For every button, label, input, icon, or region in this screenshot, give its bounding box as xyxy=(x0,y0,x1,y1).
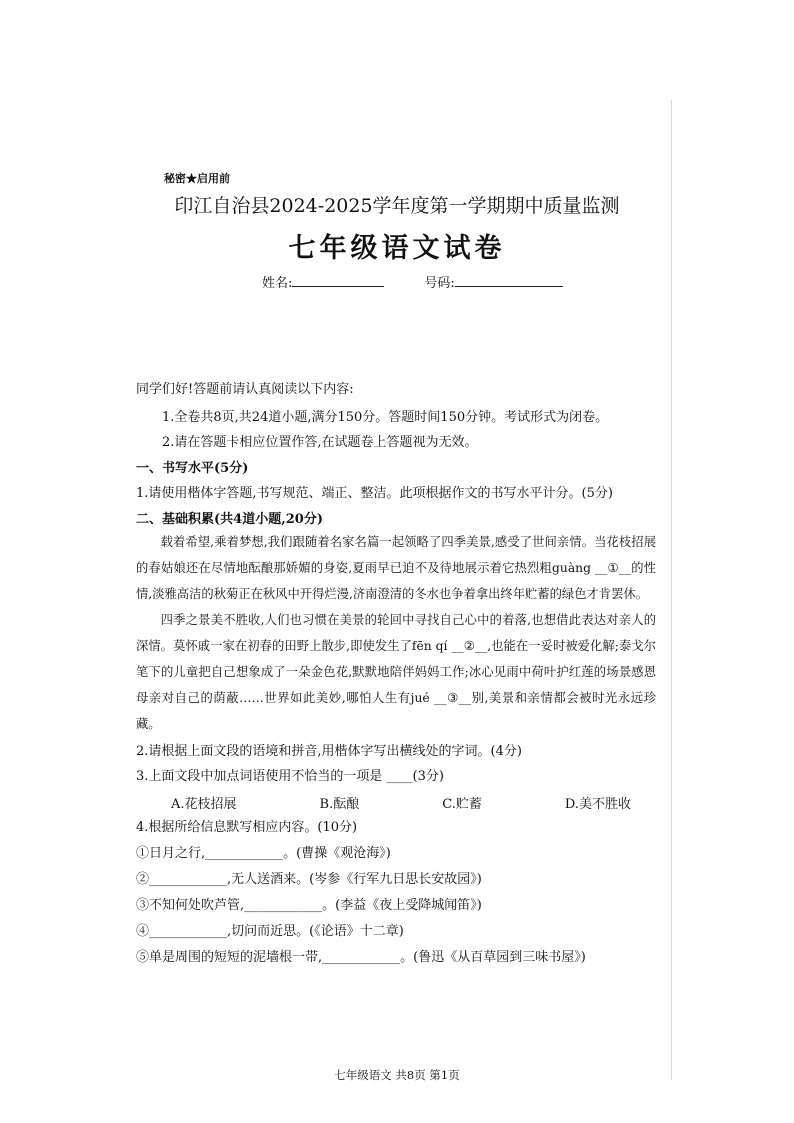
question-4: 4.根据所给信息默写相应内容。(10分) xyxy=(136,820,358,835)
student-info-row xyxy=(262,272,563,291)
exam-title: 七年级语文试卷 xyxy=(288,233,506,264)
recite-item-2: ②____________,无人送酒来。(岑参《行军九日思长安故园》) xyxy=(136,872,482,887)
recite-item-1: ①日月之行,____________。(曹操《观沧海》) xyxy=(136,846,391,861)
id-blank[interactable] xyxy=(455,274,563,287)
id-label: 号码: xyxy=(424,276,455,291)
recite-item-4: ④____________,切问而近思。(《论语》十二章) xyxy=(136,924,404,939)
choice-d[interactable]: D.美不胜收 xyxy=(564,797,631,812)
intro-note-1: 1.全卷共8页,共24道小题,满分150分。答题时间150分钟。考试形式为闭卷。 xyxy=(162,410,609,425)
recite-item-3: ③不知何处吹芦管,____________。(李益《夜上受降城闻笛》) xyxy=(136,898,482,913)
section-2-title: 二、基础积累(共4道小题,20分) xyxy=(136,512,323,527)
question-3-choices xyxy=(171,793,631,812)
confidential-label: 秘密★启用前 xyxy=(164,172,230,185)
choice-b[interactable]: B.酝酿 xyxy=(319,797,360,812)
section-1-title: 一、书写水平(5分) xyxy=(136,461,249,476)
intro-greeting: 同学们好!答题前请认真阅读以下内容: xyxy=(136,382,354,397)
page-footer: 七年级语文 共8页 第1页 xyxy=(334,1068,460,1082)
passage-paragraph-2: 四季之景美不胜收,人们也习惯在美景的轮回中寻找自己心中的着落,也想借此表达对亲人的深情。莫怀戚一家在初春的田野上散步,即使发生了fēn qí __②__,也能在一妥时被爱化解;泰戈尔笔下的儿童把自己想象成了一朵金色花,默默地陪伴妈妈工作;冰心见雨中荷叶护红莲的场景感恩母亲对自己的荫蔽……世界如此美妙,哪怕人生有jué __③__别,美景和亲情都会被时光永远珍藏。 xyxy=(136,613,656,731)
choice-c[interactable]: C.贮蓄 xyxy=(442,797,482,812)
recite-item-5: ⑤单是周围的短短的泥墙根一带,____________。(鲁迅《从百草园到三味书屋》) xyxy=(136,950,586,965)
choice-a[interactable]: A.花枝招展 xyxy=(171,797,237,812)
question-2: 2.请根据上面文段的语境和拼音,用楷体字写出横线处的字词。(4分) xyxy=(136,744,522,759)
name-label: 姓名: xyxy=(262,276,293,291)
question-1: 1.请使用楷体字答题,书写规范、端正、整洁。此项根据作文的书写水平计分。(5分) xyxy=(136,486,613,501)
question-3: 3.上面文段中加点词语使用不恰当的一项是 ____(3分) xyxy=(136,769,444,784)
passage-paragraph-1: 载着希望,乘着梦想,我们跟随着名家名篇一起领略了四季美景,感受了世间亲情。当花枝招展的春姑娘还在尽情地酝酿那娇媚的身姿,夏雨早已迫不及待地展示着它热烈粗guàng __①__的性情,淡雅高洁的秋菊正在秋风中开得烂漫,济南澄清的冬水也争着拿出终年贮蓄的绿色才肯罢休。 xyxy=(136,535,656,601)
county-title: 印江自治县2024-2025学年度第一学期期中质量监测 xyxy=(174,195,620,217)
name-blank[interactable] xyxy=(292,274,384,287)
intro-note-2: 2.请在答题卡相应位置作答,在试题卷上答题视为无效。 xyxy=(162,435,478,450)
